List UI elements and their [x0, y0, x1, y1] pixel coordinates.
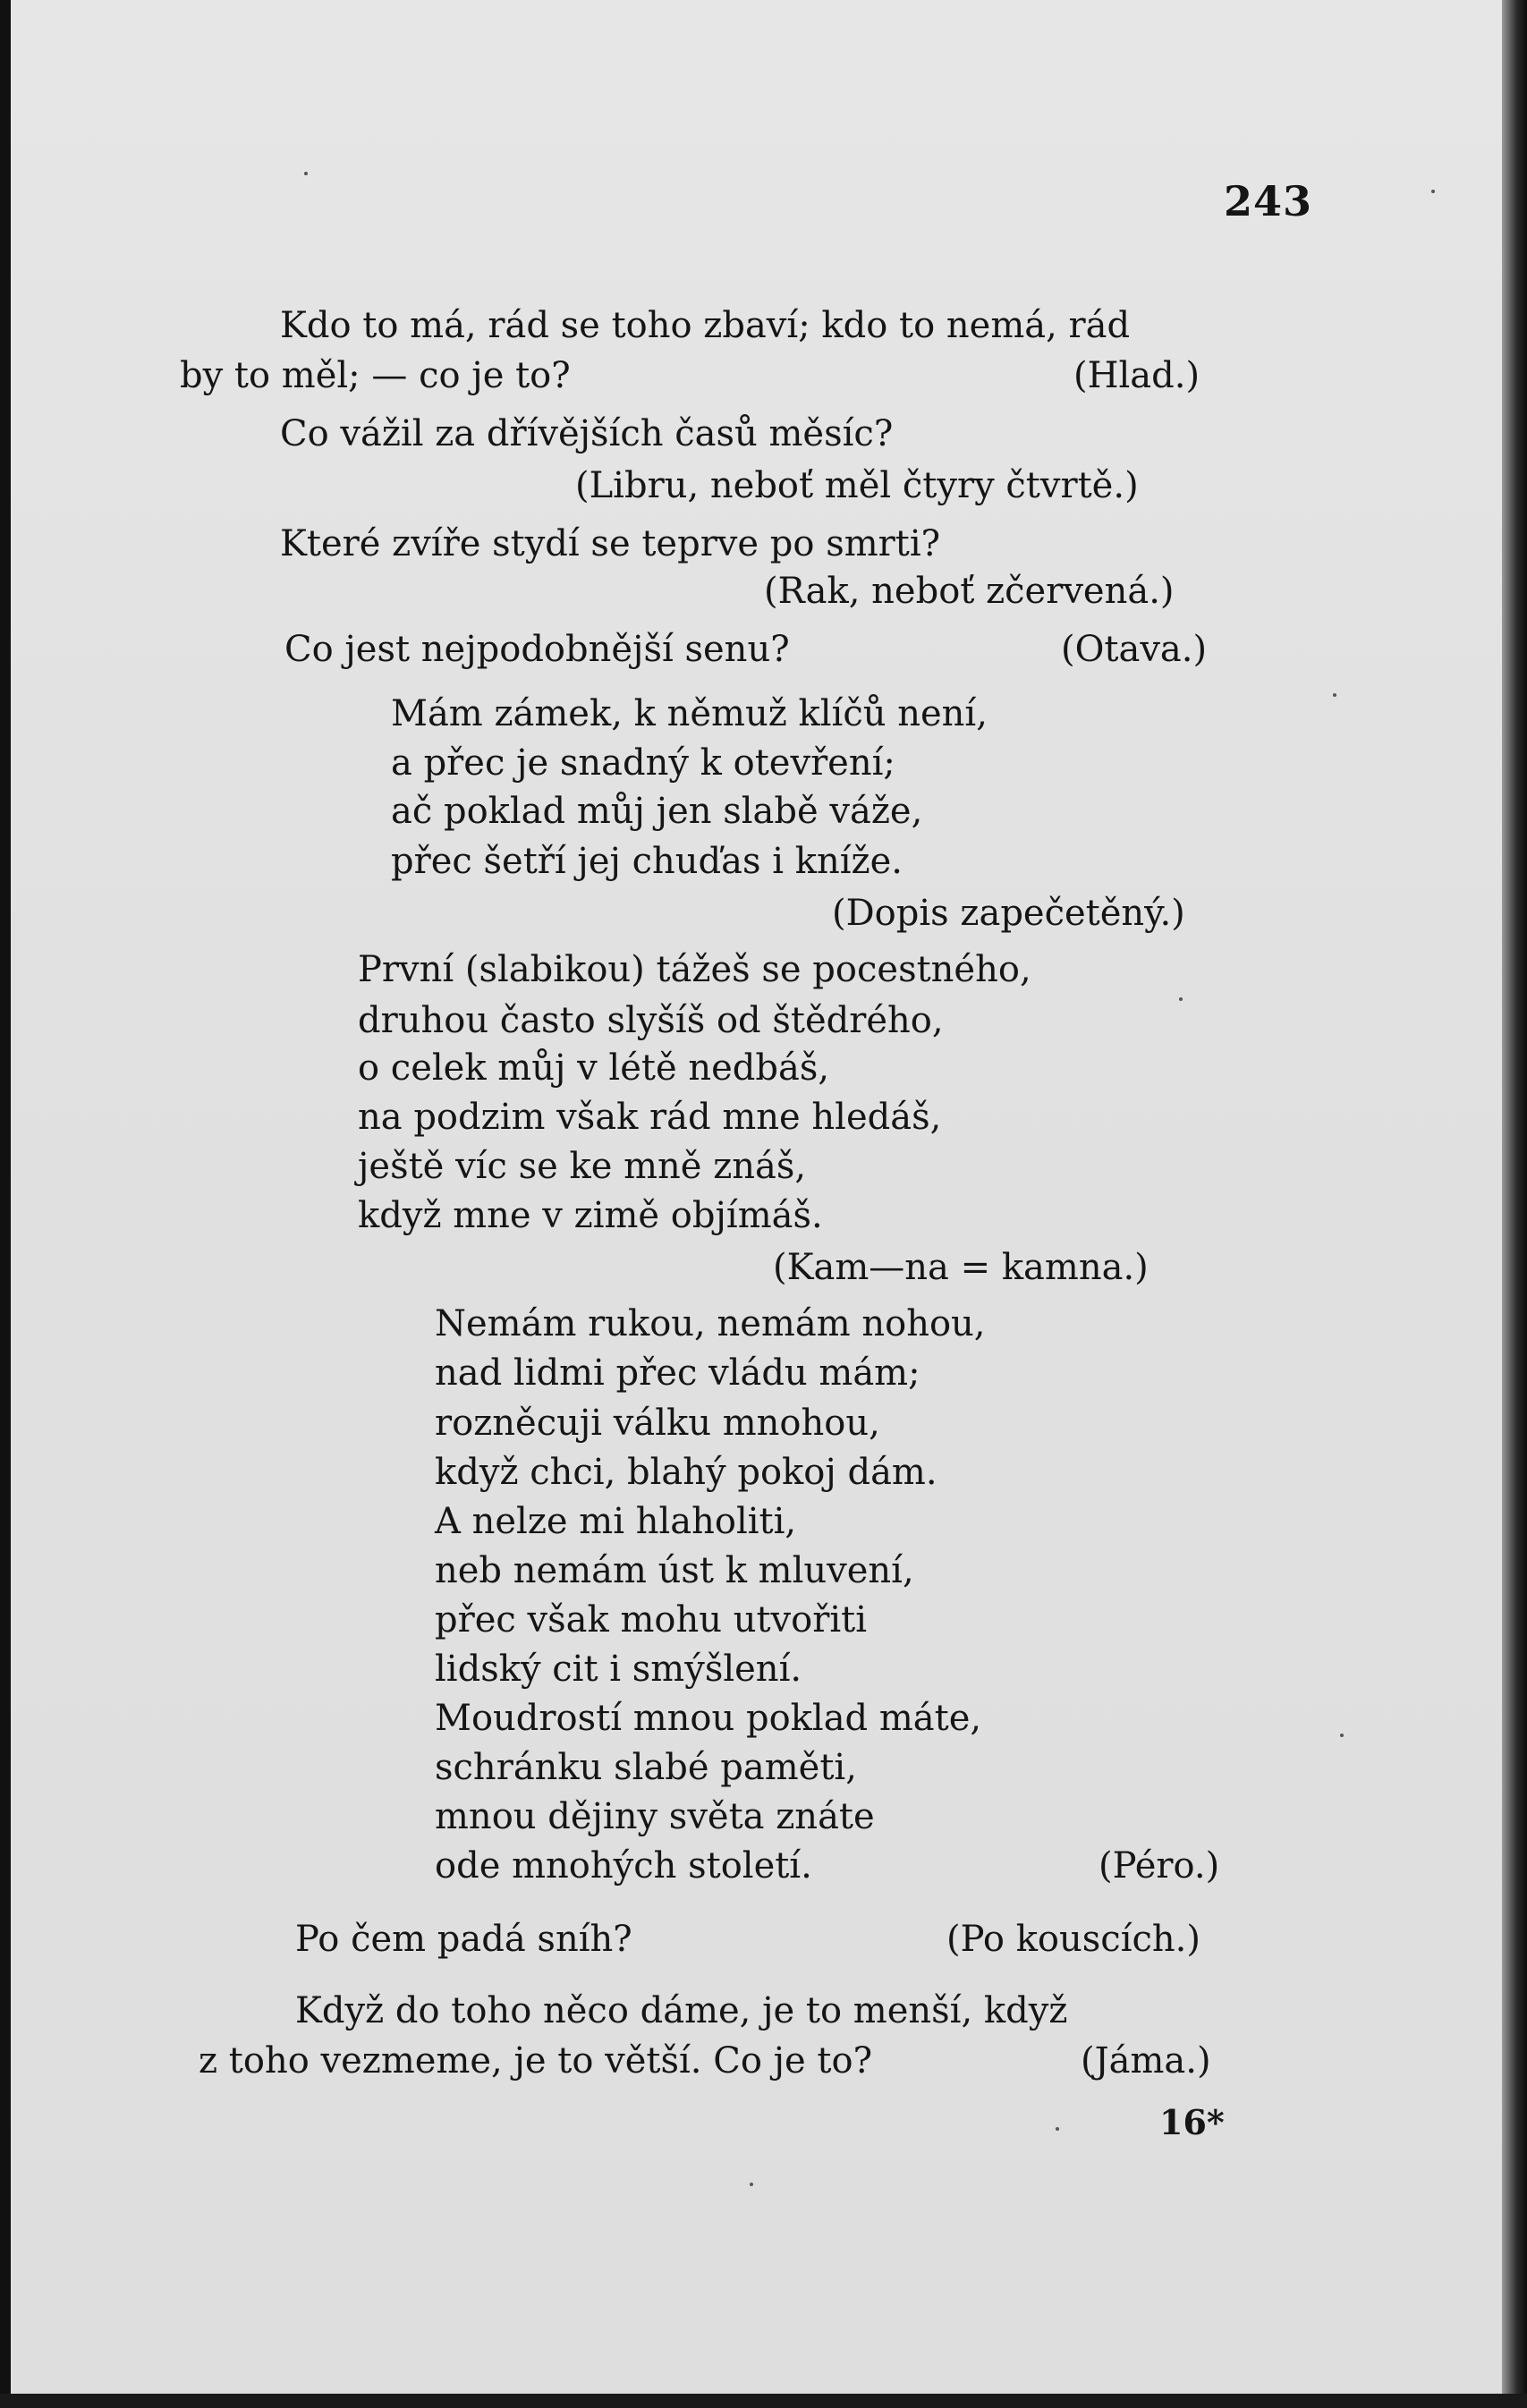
text-line: přec však mohu utvořiti: [435, 1599, 867, 1641]
text-line: Moudrostí mnou poklad máte,: [435, 1698, 982, 1739]
scan-speck: [1340, 1734, 1344, 1737]
answer-line: (Kam—na = kamna.): [773, 1247, 1149, 1288]
scan-speck: [1333, 693, 1336, 697]
text-line: Které zvíře stydí se teprve po smrti?: [280, 523, 941, 564]
answer-line: (Péro.): [1099, 1845, 1220, 1887]
text-line: neb nemám úst k mluvení,: [435, 1550, 914, 1591]
text-line: ještě víc se ke mně znáš,: [358, 1146, 807, 1187]
text-line: o celek můj v létě nedbáš,: [358, 1047, 830, 1089]
answer-line: (Rak, neboť zčervená.): [764, 571, 1175, 612]
answer-line: (Po kouscích.): [946, 1919, 1200, 1960]
text-line: přec šetří jej chuďas i kníže.: [391, 841, 903, 882]
answer-line: (Hlad.): [1073, 355, 1200, 396]
text-line: Mám zámek, k němuž klíčů není,: [391, 693, 988, 734]
text-line: lidský cit i smýšlení.: [435, 1649, 802, 1690]
text-line: a přec je snadný k otevření;: [391, 742, 895, 784]
text-line: by to měl; — co je to?: [180, 355, 571, 396]
text-line: První (slabikou) tážeš se pocestného,: [358, 949, 1031, 990]
page-number: 243: [1224, 177, 1313, 225]
right-page-edge: [1502, 0, 1527, 2408]
text-line: mnou dějiny světa znáte: [435, 1796, 875, 1837]
text-line: ač poklad můj jen slabě váže,: [391, 791, 923, 832]
text-line: když chci, blahý pokoj dám.: [435, 1452, 937, 1493]
text-line: Kdo to má, rád se toho zbaví; kdo to nemá, rád: [280, 305, 1131, 346]
left-page-edge: [0, 0, 11, 2408]
text-line: druhou často slyšíš od štědrého,: [358, 1000, 944, 1041]
bottom-page-edge: [0, 2394, 1527, 2408]
text-line: Po čem padá sníh?: [295, 1919, 632, 1960]
text-line: na podzim však rád mne hledáš,: [358, 1097, 942, 1138]
text-line: Co jest nejpodobnější senu?: [284, 629, 790, 670]
answer-line: (Libru, neboť měl čtyry čtvrtě.): [575, 465, 1139, 506]
text-line: rozněcuji válku mnohou,: [435, 1403, 880, 1444]
text-line: když mne v zimě objímáš.: [358, 1195, 823, 1236]
text-line: A nelze mi hlaholiti,: [435, 1501, 797, 1542]
scan-speck: [750, 2183, 753, 2186]
text-line: Když do toho něco dáme, je to menší, když: [295, 1990, 1068, 2031]
text-line: ode mnohých století.: [435, 1845, 812, 1887]
text-line: nad lidmi přec vládu mám;: [435, 1352, 920, 1394]
signature-mark: 16*: [1159, 2102, 1225, 2142]
scan-speck: [1179, 997, 1183, 1001]
text-line: z toho vezmeme, je to větší. Co je to?: [199, 2040, 873, 2082]
scan-speck: [1431, 190, 1435, 193]
text-line: schránku slabé paměti,: [435, 1747, 857, 1788]
answer-line: (Otava.): [1061, 629, 1208, 670]
scan-speck: [304, 172, 308, 175]
text-line: Nemám rukou, nemám nohou,: [435, 1303, 986, 1344]
scan-speck: [1056, 2127, 1059, 2131]
answer-line: (Dopis zapečetěný.): [832, 893, 1185, 934]
text-line: Co vážil za dřívějších časů měsíc?: [280, 413, 894, 454]
answer-line: (Jáma.): [1081, 2040, 1211, 2082]
